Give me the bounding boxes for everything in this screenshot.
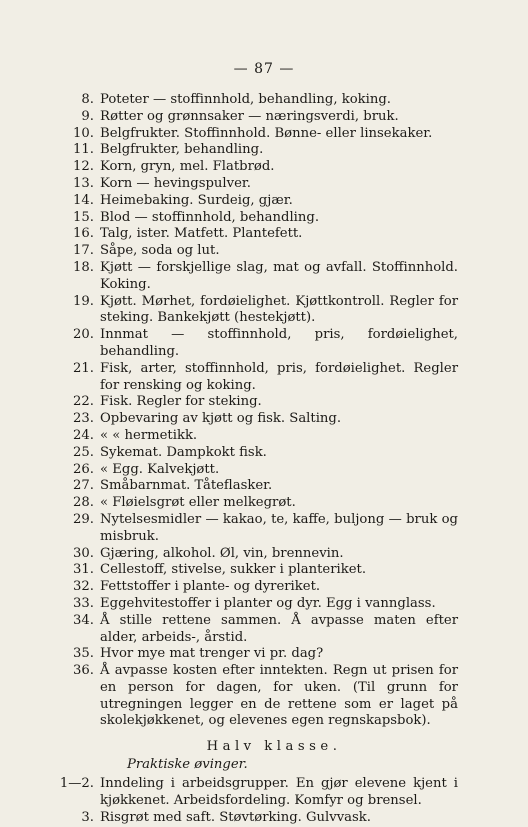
item-text: Gjæring, alkohol. Øl, vin, brennevin. bbox=[100, 545, 344, 561]
list-item bbox=[0, 596, 528, 613]
item-number: 23. bbox=[73, 411, 94, 427]
item-text: « Egg. Kalvekjøtt. bbox=[100, 461, 220, 477]
list-item bbox=[0, 142, 528, 159]
practical-list bbox=[0, 776, 528, 826]
list-item bbox=[0, 810, 528, 827]
item-number: 26. bbox=[73, 461, 94, 477]
item-text: Poteter — stoffinnhold, behandling, koking. bbox=[100, 92, 391, 107]
item-number: 21. bbox=[73, 360, 94, 376]
item-text: Å stille rettene sammen. Å avpasse maten efter alder, arbeids-, årstid. bbox=[100, 612, 458, 645]
page-number: — 87 — bbox=[233, 61, 295, 77]
item-text: Cellestoff, stivelse, sukker i planteriket. bbox=[100, 562, 367, 578]
item-number: 3. bbox=[81, 809, 94, 825]
item-number: 27. bbox=[73, 478, 94, 494]
item-number: 31. bbox=[73, 562, 94, 578]
list-item bbox=[0, 776, 528, 810]
item-number: 9. bbox=[81, 108, 94, 124]
item-text: Korn, gryn, mel. Flatbrød. bbox=[100, 159, 275, 175]
item-number: 35. bbox=[73, 646, 94, 662]
list-item bbox=[0, 428, 528, 445]
item-text: Fettstoffer i plante- og dyreriket. bbox=[100, 579, 321, 595]
list-item bbox=[0, 260, 528, 294]
item-text: « Fløielsgrøt eller melkegrøt. bbox=[100, 495, 296, 511]
item-number: 24. bbox=[73, 427, 94, 443]
item-text: Fisk, arter, stoffinnhold, pris, fordøielighet. Regler for rensking og koking. bbox=[100, 360, 458, 393]
page-content bbox=[0, 92, 528, 827]
list-item bbox=[0, 327, 528, 361]
item-text: Talg, ister. Matfett. Plantefett. bbox=[100, 226, 303, 242]
item-number: 17. bbox=[73, 243, 94, 259]
item-text: Belgfrukter. Stoffinnhold. Bønne- eller linsekaker. bbox=[100, 125, 433, 141]
item-number: 10. bbox=[73, 125, 94, 141]
item-number: 16. bbox=[73, 226, 94, 242]
item-text: Opbevaring av kjøtt og fisk. Salting. bbox=[100, 411, 342, 427]
item-number: 13. bbox=[73, 175, 94, 191]
item-text: Blod — stoffinnhold, behandling. bbox=[100, 209, 320, 225]
item-number: 12. bbox=[73, 159, 94, 175]
list-item bbox=[0, 92, 528, 109]
section-heading: Halv klasse. bbox=[206, 739, 342, 755]
item-number: 19. bbox=[73, 293, 94, 309]
topic-list bbox=[0, 92, 528, 730]
item-number: 18. bbox=[73, 259, 94, 275]
item-number: 28. bbox=[73, 495, 94, 511]
item-text: « « hermetikk. bbox=[100, 427, 198, 443]
list-item bbox=[0, 546, 528, 563]
list-item bbox=[0, 646, 528, 663]
item-text: Innmat — stoffinnhold, pris, fordøielighet, behandling. bbox=[100, 327, 458, 359]
item-text: Belgfrukter, behandling. bbox=[100, 142, 264, 158]
list-item bbox=[0, 613, 528, 647]
list-item bbox=[0, 210, 528, 227]
list-item bbox=[0, 176, 528, 193]
item-text: Kjøtt — forskjellige slag, mat og avfall. Stoffinnhold. Koking. bbox=[100, 259, 458, 292]
item-text: Korn — hevingspulver. bbox=[100, 175, 251, 191]
list-item bbox=[0, 394, 528, 411]
list-item bbox=[0, 411, 528, 428]
item-text: Sykemat. Dampkokt fisk. bbox=[100, 444, 267, 460]
item-text: Eggehvitestoffer i planter og dyr. Egg i vannglass. bbox=[100, 595, 436, 611]
list-item bbox=[0, 562, 528, 579]
item-text: Nytelsesmidler — kakao, te, kaffe, buljong — bruk og misbruk. bbox=[100, 511, 458, 544]
item-number: 30. bbox=[73, 545, 94, 561]
item-number: 36. bbox=[73, 663, 94, 679]
list-item bbox=[0, 579, 528, 596]
item-number: 34. bbox=[73, 612, 94, 628]
item-number: 32. bbox=[73, 579, 94, 595]
item-number: 33. bbox=[73, 595, 94, 611]
item-number: 14. bbox=[73, 192, 94, 208]
item-text: Såpe, soda og lut. bbox=[100, 243, 220, 259]
item-text: Småbarnmat. Tåteflasker. bbox=[100, 478, 273, 494]
list-item bbox=[0, 361, 528, 395]
list-item bbox=[0, 512, 528, 546]
list-item bbox=[0, 663, 528, 730]
item-text: Risgrøt med saft. Støvtørking. Gulvvask. bbox=[100, 809, 371, 825]
list-item bbox=[0, 193, 528, 210]
list-item bbox=[0, 159, 528, 176]
list-item bbox=[0, 109, 528, 126]
list-item bbox=[0, 126, 528, 143]
item-number: 8. bbox=[81, 92, 94, 107]
list-item bbox=[0, 294, 528, 328]
item-text: Hvor mye mat trenger vi pr. dag? bbox=[100, 646, 324, 662]
item-number: 29. bbox=[73, 511, 94, 527]
item-number: 1—2. bbox=[59, 776, 94, 792]
item-text: Inndeling i arbeidsgrupper. En gjør elevene kjent i kjøkkenet. Arbeidsfordeling. Komfyr og brensel. bbox=[100, 776, 458, 809]
list-item bbox=[0, 495, 528, 512]
list-item bbox=[0, 243, 528, 260]
item-text: Fisk. Regler for steking. bbox=[100, 394, 262, 410]
item-number: 11. bbox=[73, 142, 94, 158]
item-text: Røtter og grønnsaker — næringsverdi, bruk. bbox=[100, 108, 399, 124]
item-number: 25. bbox=[73, 444, 94, 460]
item-text: Å avpasse kosten efter inntekten. Regn ut prisen for en person for dagen, for uken. (Til grunn for utregningen legger en de rettene som er laget på skolekjøkkenet, og elevenes egen regnskapsbok). bbox=[100, 663, 458, 729]
list-item bbox=[0, 445, 528, 462]
list-item bbox=[0, 226, 528, 243]
list-item bbox=[0, 462, 528, 479]
list-item bbox=[0, 478, 528, 495]
item-number: 15. bbox=[73, 209, 94, 225]
item-number: 22. bbox=[73, 394, 94, 410]
practical-subheading: Praktiske øvinger. bbox=[127, 757, 248, 773]
item-text: Kjøtt. Mørhet, fordøielighet. Kjøttkontroll. Regler for steking. Bankekjøtt (hestekjøtt). bbox=[100, 293, 458, 326]
item-number: 20. bbox=[73, 327, 94, 343]
item-text: Heimebaking. Surdeig, gjær. bbox=[100, 192, 293, 208]
